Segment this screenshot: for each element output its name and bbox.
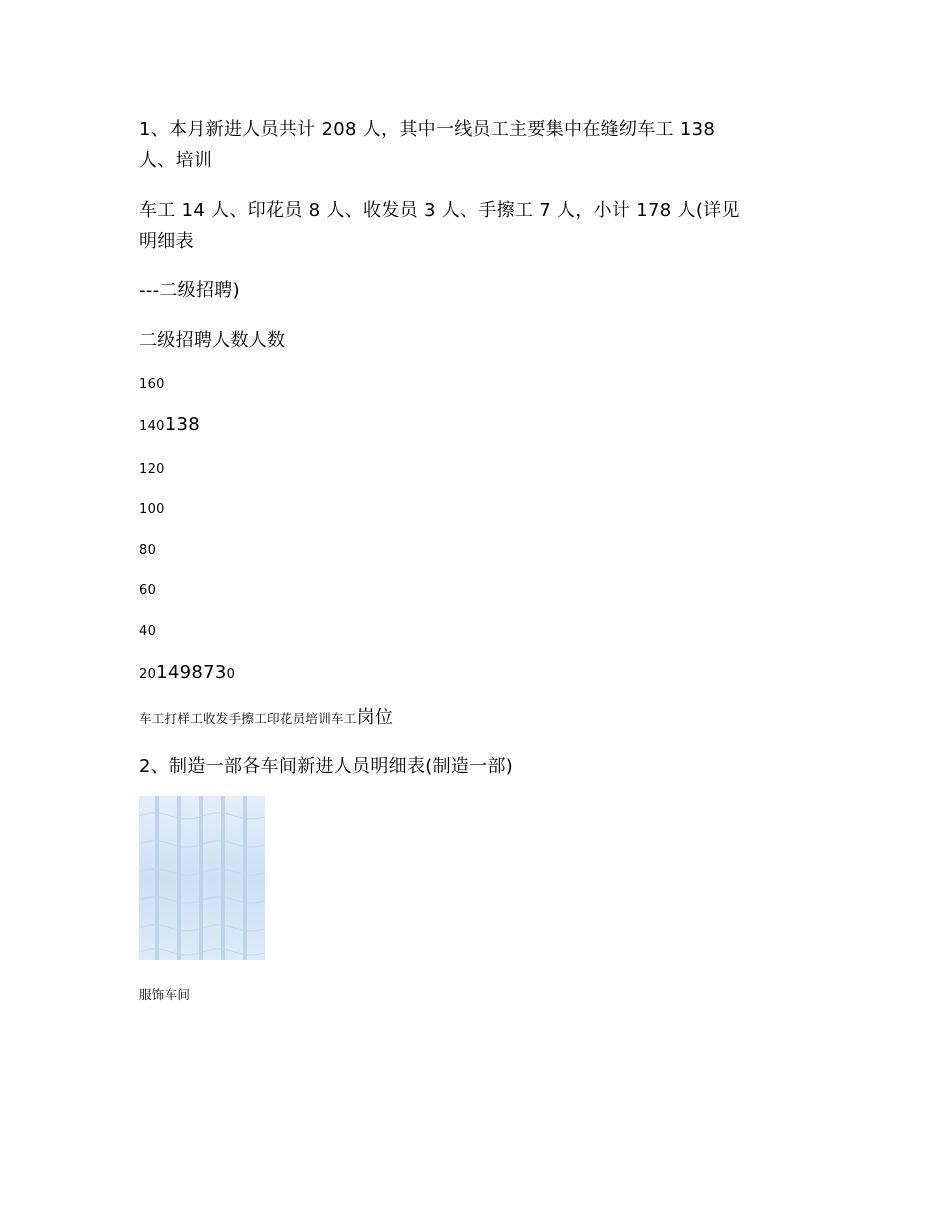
chart-line-20 <box>139 661 235 685</box>
paragraph-1-line-2: 人、培训 <box>139 150 213 171</box>
chart-title: 二级招聘人数人数 <box>139 330 286 351</box>
paragraph-1-line-1: 1、本月新进人员共计 208 人，其中一线员工主要集中在缝纫车工 138 <box>139 119 716 140</box>
chart-tick-160: 160 <box>139 377 165 392</box>
paragraph-2-line-2: 明细表 <box>139 231 194 252</box>
chart-tick-40: 40 <box>139 624 157 639</box>
chart-tick-20: 20 <box>139 667 157 682</box>
chart-tick-0: 0 <box>226 667 236 682</box>
chart-category-line <box>139 706 393 730</box>
chart-values-small: 149873 <box>156 662 227 683</box>
chart-tick-120: 120 <box>139 462 165 477</box>
paragraph-3: ---二级招聘) <box>139 280 240 301</box>
chart-tick-100: 100 <box>139 502 165 517</box>
chart-tick-80: 80 <box>139 543 157 558</box>
chart-line-140 <box>139 413 200 437</box>
chart-axis-label: 岗位 <box>356 707 394 728</box>
chart-value-138: 138 <box>164 414 200 435</box>
chart-categories: 车工打样工收发手擦工印花员培训车工 <box>139 711 357 726</box>
chart-tick-140: 140 <box>139 419 165 434</box>
paragraph-2-line-1: 车工 14 人、印花员 8 人、收发员 3 人、手擦工 7 人，小计 178 人(详见 <box>139 200 740 221</box>
chart-tick-60: 60 <box>139 583 157 598</box>
section-2-heading: 2、制造一部各车间新进人员明细表(制造一部) <box>139 756 514 777</box>
fabric-image <box>139 796 265 960</box>
image-caption: 服饰车间 <box>139 987 191 1002</box>
